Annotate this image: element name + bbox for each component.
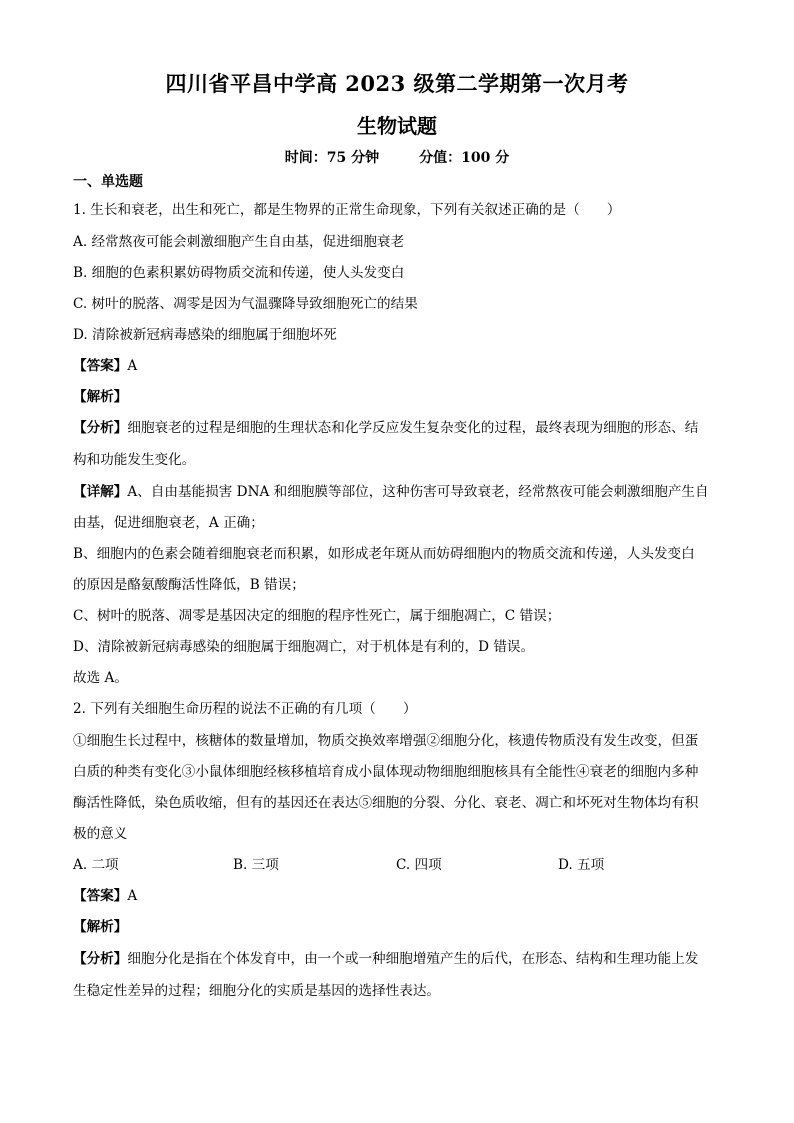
q2-analysis-tag: 【解析】: [73, 919, 128, 935]
q2-option-a: A. 二项: [73, 857, 119, 873]
q2-analysis-line-1: [73, 949, 733, 969]
q2-option-c: C. 四项: [396, 857, 442, 873]
exam-title: 四川省平昌中学高 2023 级第二学期第一次月考: [165, 71, 629, 96]
q2-body-line-1: ①细胞生长过程中，核糖体的数量增加，物质交换效率增强②细胞分化，核遗传物质没有发生改变，但蛋: [73, 733, 699, 749]
analysis-head: 【分析】: [73, 420, 128, 436]
subject-title: 生物试题: [357, 114, 437, 138]
q1-option-c: C. 树叶的脱落、凋零是因为气温骤降导致细胞死亡的结果: [73, 296, 418, 312]
q2-body-line-4: 极的意义: [73, 826, 128, 842]
q1-stem: 1. 生长和衰老，出生和死亡，都是生物界的正常生命现象，下列有关叙述正确的是（ ）: [73, 202, 621, 218]
q1-detail-line-2: 由基，促进细胞衰老，A 正确；: [73, 515, 264, 531]
analysis-text: 细胞衰老的过程是细胞的生理状态和化学反应发生复杂变化的过程，最终表现为细胞的形态、结: [127, 420, 699, 436]
q2-body-line-3: 酶活性降低，染色质收缩，但有的基因还在表达⑤细胞的分裂、分化、衰老、凋亡和坏死对生物体均有积: [73, 795, 699, 811]
q1-detail-line-6: D、清除被新冠病毒感染的细胞属于细胞凋亡，对于机体是有利的，D 错误。: [73, 639, 535, 655]
answer-value: A: [127, 358, 138, 374]
section-heading: 一、单选题: [73, 174, 143, 190]
answer-value: A: [127, 888, 138, 904]
answer-tag: 【答案】: [73, 888, 128, 904]
q2-option-d: D. 五项: [558, 857, 605, 873]
analysis-head: 【分析】: [73, 951, 128, 967]
q1-detail-line-5: C、树叶的脱落、凋零是基因决定的细胞的程序性死亡，属于细胞凋亡，C 错误；: [73, 608, 561, 624]
q1-conclusion: 故选 A。: [73, 670, 128, 686]
q2-analysis-line-2: 生稳定性差异的过程；细胞分化的实质是基因的选择性表达。: [73, 983, 441, 999]
time-label: 时间：75 分钟: [284, 150, 380, 166]
q2-option-b: B. 三项: [233, 857, 279, 873]
detail-head: 【详解】: [73, 484, 128, 500]
q2-stem: 2. 下列有关细胞生命历程的说法不正确的有几项（ ）: [73, 701, 417, 717]
q1-detail-line-1: [73, 482, 733, 502]
q1-detail-line-3: B、细胞内的色素会随着细胞衰老而积累，如形成老年斑从而妨碍细胞内的物质交流和传递，人头发变白: [73, 546, 695, 562]
q1-answer: [73, 356, 733, 376]
q1-option-d: D. 清除被新冠病毒感染的细胞属于细胞坏死: [73, 327, 337, 343]
q1-option-a: A. 经常熬夜可能会刺激细胞产生自由基，促进细胞衰老: [73, 234, 405, 250]
analysis-text: 细胞分化是指在个体发育中，由一个或一种细胞增殖产生的后代，在形态、结构和生理功能上发: [127, 951, 699, 967]
q1-option-b: B. 细胞的色素积累妨碍物质交流和传递，使人头发变白: [73, 265, 405, 281]
exam-meta: [0, 147, 794, 167]
answer-tag: 【答案】: [73, 358, 128, 374]
q2-body-line-2: 白质的种类有变化③小鼠体细胞经核移植培育成小鼠体现动物细胞细胞核具有全能性④衰老的细胞内多种: [73, 764, 699, 780]
q2-answer: [73, 886, 733, 906]
detail-text: A、自由基能损害 DNA 和细胞膜等部位，这种伤害可导致衰老，经常熬夜可能会刺激细胞产生自: [127, 484, 709, 500]
score-label: 分值：100 分: [419, 150, 510, 166]
q1-analysis-line-1: [73, 418, 733, 438]
q1-detail-line-4: 的原因是酪氨酸酶活性降低，B 错误；: [73, 577, 305, 593]
q1-analysis-line-2: 构和功能发生变化。: [73, 452, 196, 468]
q1-analysis-tag: 【解析】: [73, 389, 128, 405]
